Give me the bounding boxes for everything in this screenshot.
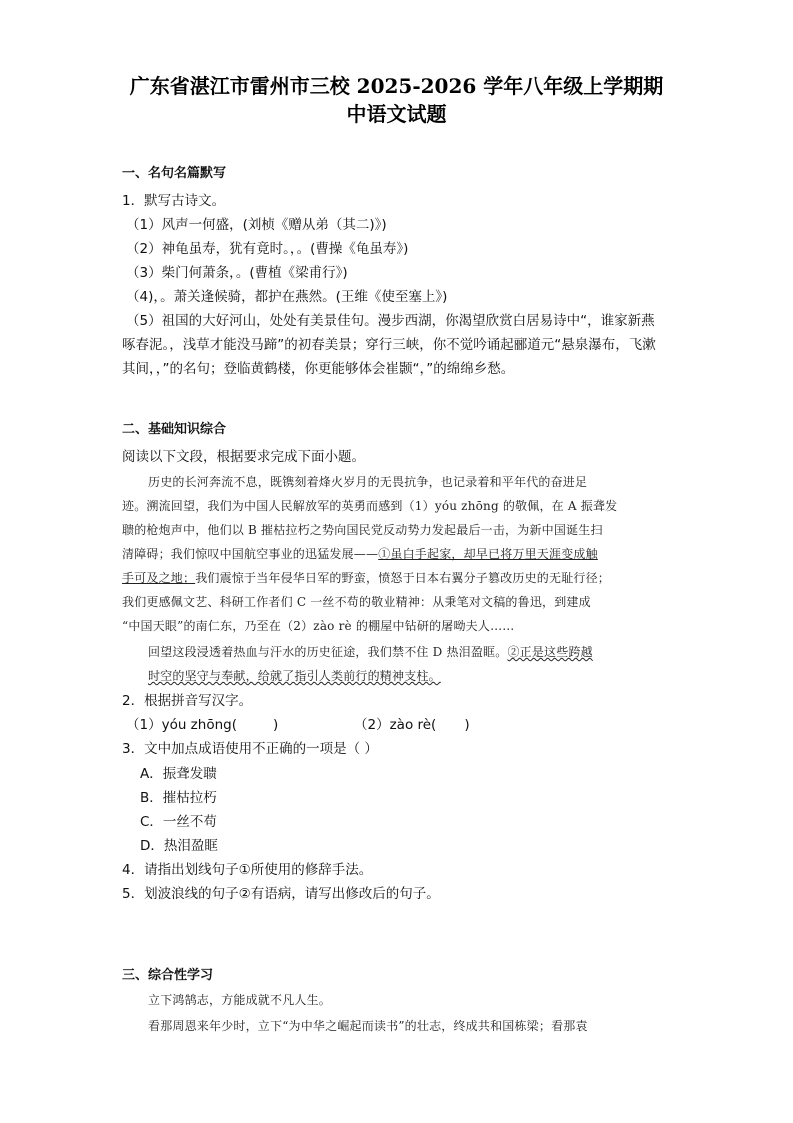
passage-line-2: 迹。溯流回望，我们为中国人民解放军的英勇而感到（1）yóu zhōng 的敬佩，在 A 振聋发 [122,499,618,513]
section-3-line-2: 看那周恩来年少时，立下“为中华之崛起而读书”的壮志，终成共和国栋梁；看那袁 [148,1019,588,1033]
exam-title-line-1: 广东省湛江市雷州市三校 2025-2026 学年八年级上学期期 [129,74,664,98]
question-3-option-d[interactable]: D．热泪盈眶 [140,838,218,854]
question-2-part-1-label: （1）yóu zhōng( [126,717,237,733]
question-1-item-3: （3）柴门何萧条，。(曹植《梁甫行》) [126,265,348,281]
passage-line-3: 聩的枪炮声中，他们以 B 摧枯拉朽之势向国民党反动势力发起最后一击，为新中国诞生扫 [122,523,603,537]
passage-text: 我们震惊于当年侵华日军的野蛮，愤怒于日本右翼分子篡改历史的无耻行径； [195,571,611,585]
question-5: 5．划波浪线的句子②有语病，请写出修改后的句子。 [122,886,440,902]
passage-line-4 [122,546,670,562]
question-2-stem: 2．根据拼音写汉字。 [122,693,253,709]
section-3-heading: 三、综合性学习 [122,968,214,983]
passage-line-7: “中国天眼”的南仁东，乃至在（2）zào rè 的棚屋中钻研的屠呦夫人…… [122,619,515,633]
passage-text: 回望这段浸透着热血与汗水的历史征途，我们禁不住 D 热泪盈眶。 [148,645,508,659]
passage-line-1: 历史的长河奔流不息，既镌刻着烽火岁月的无畏抗争，也记录着和平年代的奋进足 [148,475,588,489]
question-3-option-c[interactable]: C．一丝不苟 [140,814,217,830]
section-3-line-1: 立下鸿鹄志，方能成就不凡人生。 [148,993,332,1007]
question-2-part-1 [126,716,278,734]
wavy-sentence-2-end: 时空的坚守与奉献，给就了指引人类前行的精神支柱。 [148,669,441,683]
question-2-part-2-label: （2）zào rè( [354,717,437,733]
exam-title-line-2: 中语文试题 [346,102,447,126]
wavy-sentence-2: ②正是这些跨越 [507,645,593,659]
passage-text: 清障碍；我们惊叹中国航空事业的迅猛发展—— [122,547,379,561]
question-2-part-2 [354,716,470,734]
question-3-option-a[interactable]: A．振聋发聩 [140,766,217,782]
question-1-item-2: （2）神龟虽寿，犹有竟时。，。(曹操《龟虽寿》) [126,241,409,257]
question-1-item-5-line-1: （5）祖国的大好河山，处处有美景佳句。漫步西湖，你渴望欣赏白居易诗中“，谁家新燕 [126,313,655,329]
question-1-item-5-line-2: 啄春泥。，浅草才能没马蹄”的初春美景；穿行三峡，你不觉吟诵起郦道元“悬泉瀑布，飞漱 [122,337,656,353]
passage-line-9 [148,668,696,684]
question-1-stem: 1．默写古诗文。 [122,193,226,209]
question-3-option-b[interactable]: B．摧枯拉朽 [140,790,217,806]
section-2-heading: 二、基础知识综合 [122,422,227,437]
question-1-item-1: （1）风声一何盛，(刘桢《赠从弟（其二)》) [126,217,387,233]
close-paren: ) [464,717,470,733]
section-1-heading: 一、名句名篇默写 [122,166,227,181]
reading-intro: 阅读以下文段，根据要求完成下面小题。 [122,449,365,465]
passage-line-8 [148,644,696,660]
close-paren: ) [272,717,279,733]
underlined-sentence-1-end: 手可及之地； [122,571,196,585]
question-4: 4．请指出划线句子①所使用的修辞手法。 [122,862,373,878]
question-1-item-5-line-3: 其间，，”的名句；登临黄鹤楼，你更能够体会崔颢“，”的绵绵乡愁。 [122,361,515,377]
question-3-stem: 3．文中加点成语使用不正确的一项是（ ） [122,741,378,757]
question-1-item-4: （4)，。萧关逢候骑，都护在燕然。(王维《使至塞上》) [126,289,448,305]
passage-line-5 [122,570,670,586]
passage-line-6: 我们更感佩文艺、科研工作者们 C 一丝不苟的敬业精神：从秉笔对文稿的鲁迅，到建成 [122,595,591,609]
underlined-sentence-1: ①虽白手起家，却早已将万里天涯变成触 [378,547,598,561]
